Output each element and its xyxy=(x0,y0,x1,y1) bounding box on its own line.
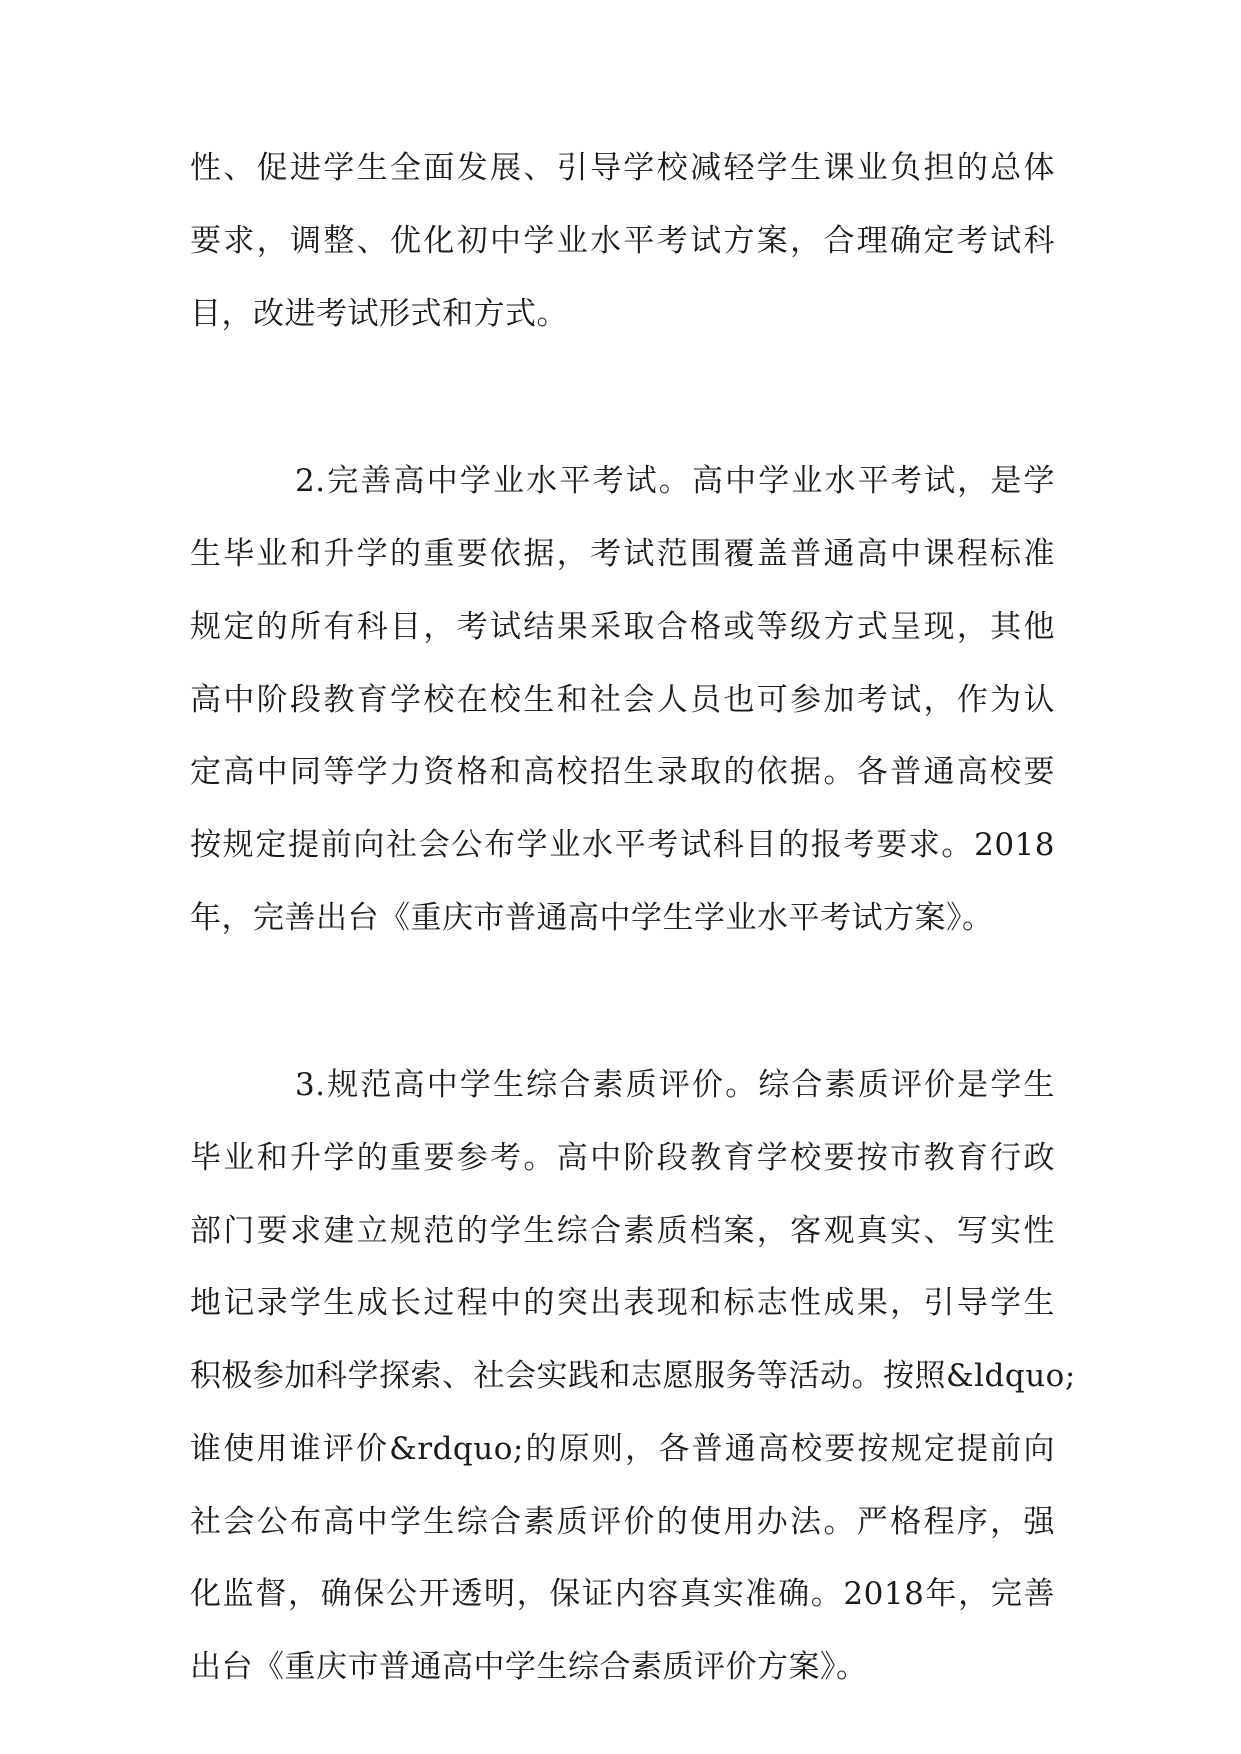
paragraph-3-line-6: 谁使用谁评价&rdquo;的原则，各普通高校要按规定提前向 xyxy=(190,1431,1055,1467)
paragraph-3-line-9: 出台《重庆市普通高中学生综合素质评价方案》。 xyxy=(190,1649,868,1685)
paragraph-1-line-1: 性、促进学生全面发展、引导学校减轻学生课业负担的总体 xyxy=(190,150,1055,186)
paragraph-2-line-5: 定高中同等学力资格和高校招生录取的依据。各普通高校要 xyxy=(190,754,1055,790)
paragraph-2-line-7: 年，完善出台《重庆市普通高中学生学业水平考试方案》。 xyxy=(190,900,994,936)
paragraph-1-line-2: 要求，调整、优化初中学业水平考试方案，合理确定考试科 xyxy=(190,223,1055,259)
paragraph-2-line-4: 高中阶段教育学校在校生和社会人员也可参加考试，作为认 xyxy=(190,682,1055,718)
paragraph-3-line-2: 毕业和升学的重要参考。高中阶段教育学校要按市教育行政 xyxy=(190,1140,1055,1176)
paragraph-3-line-5: 积极参加科学探索、社会实践和志愿服务等活动。按照&ldquo; xyxy=(190,1358,1076,1394)
paragraph-2-line-3: 规定的所有科目，考试结果采取合格或等级方式呈现，其他 xyxy=(190,609,1055,645)
paragraph-3-line-4: 地记录学生成长过程中的突出表现和标志性成果，引导学生 xyxy=(190,1285,1055,1321)
paragraph-2-line-1: 2.完善高中学业水平考试。高中学业水平考试，是学 xyxy=(295,463,1055,499)
paragraph-3-line-8: 化监督，确保公开透明，保证内容真实准确。2018年，完善 xyxy=(190,1576,1055,1612)
paragraph-2-line-2: 生毕业和升学的重要依据，考试范围覆盖普通高中课程标准 xyxy=(190,536,1055,572)
paragraph-3-line-1: 3.规范高中学生综合素质评价。综合素质评价是学生 xyxy=(295,1067,1055,1103)
paragraph-3-line-3: 部门要求建立规范的学生综合素质档案，客观真实、写实性 xyxy=(190,1213,1055,1249)
paragraph-3-line-7: 社会公布高中学生综合素质评价的使用办法。严格程序，强 xyxy=(190,1504,1055,1540)
paragraph-1-line-3: 目，改进考试形式和方式。 xyxy=(190,296,568,332)
paragraph-2-line-6: 按规定提前向社会公布学业水平考试科目的报考要求。2018 xyxy=(190,827,1055,863)
